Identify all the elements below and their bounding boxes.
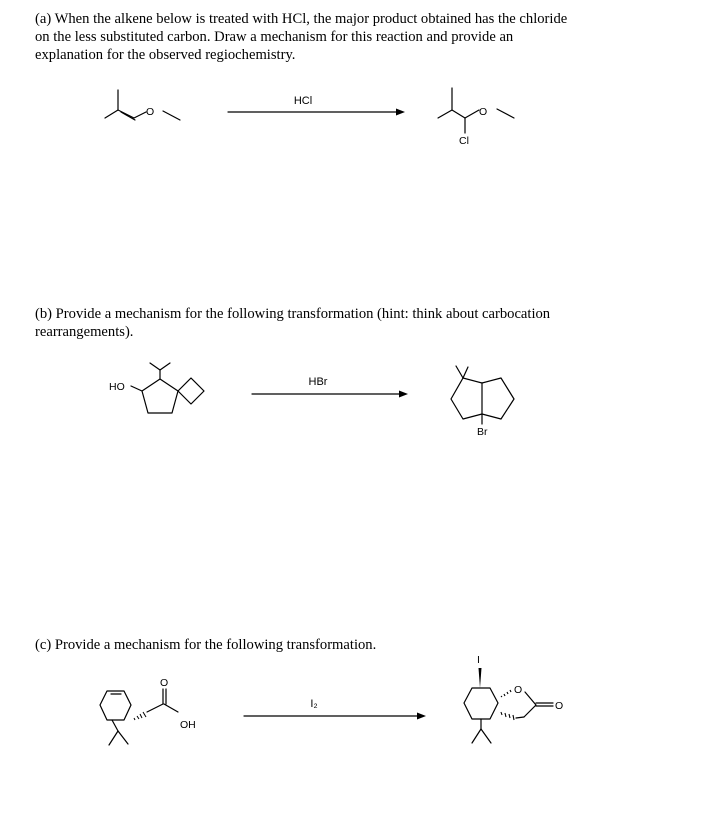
reactant-a-oxygen-label: O xyxy=(146,106,155,118)
reagent-b-label: HBr xyxy=(308,376,328,388)
reactant-a-structure xyxy=(105,90,180,120)
product-a-structure xyxy=(438,88,514,147)
reactant-b-hydroxyl-label: HO xyxy=(109,381,125,393)
reactant-b-structure xyxy=(109,363,204,413)
reagent-c-label: I₂ xyxy=(310,698,318,710)
product-c-carbonyl-oxygen-label: O xyxy=(555,700,564,712)
hashed-wedge-c-reactant xyxy=(134,712,146,720)
question-a-line-3: explanation for the observed regiochemistry. xyxy=(35,47,296,63)
reagent-a-label: HCl xyxy=(293,95,313,107)
product-c-iodine-label: I xyxy=(477,654,480,666)
reaction-arrow-c xyxy=(244,713,426,720)
hashed-wedge-c-product-methylene xyxy=(501,712,514,720)
question-b-line-2: rearrangements). xyxy=(35,324,134,340)
reaction-a xyxy=(105,88,514,147)
question-a-line-1: (a) When the alkene below is treated with HCl, the major product obtained has the chloride xyxy=(35,11,568,27)
question-a-line-2: on the less substituted carbon. Draw a mechanism for this reaction and provide an xyxy=(35,29,514,45)
question-c-line-1: (c) Provide a mechanism for the following transformation. xyxy=(35,637,377,653)
reactant-c-structure xyxy=(100,677,196,745)
reaction-arrow-b xyxy=(252,391,408,398)
reactant-c-carbonyl-oxygen-label: O xyxy=(160,677,169,689)
product-c-ring-oxygen-label: O xyxy=(514,684,523,696)
hashed-wedge-c-product-oxygen xyxy=(501,690,511,697)
product-a-chlorine-label: Cl xyxy=(459,135,469,147)
reactant-c-hydroxyl-label: OH xyxy=(180,719,196,731)
reaction-b xyxy=(109,363,514,438)
product-b-structure xyxy=(451,366,514,438)
reaction-c xyxy=(100,654,563,745)
product-c-structure xyxy=(464,654,563,743)
product-b-bromine-label: Br xyxy=(477,426,488,438)
reaction-arrow-a xyxy=(228,109,405,116)
product-a-oxygen-label: O xyxy=(479,106,488,118)
question-b-line-1: (b) Provide a mechanism for the following transformation (hint: think about carbocation xyxy=(35,306,551,322)
